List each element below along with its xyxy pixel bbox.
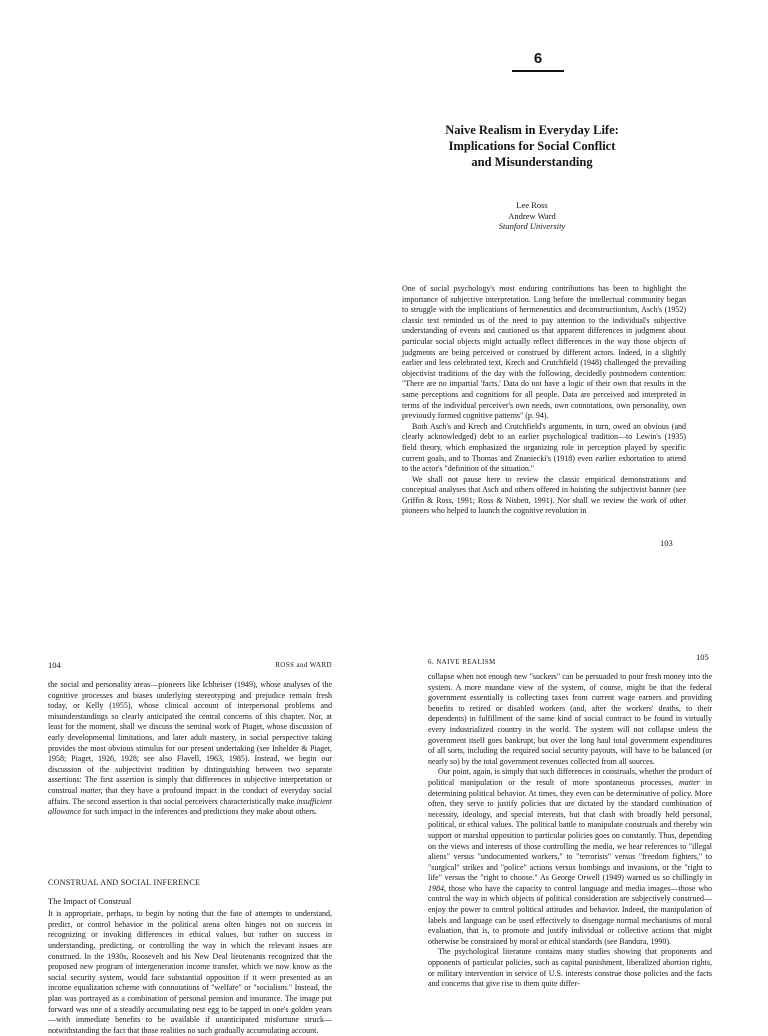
text-run: Our point, again, is simply that such differences in construals, whether the product of political manipulation or the result of more spontaneous processes, — [428, 767, 712, 787]
emphasis: 1984, — [428, 883, 446, 893]
body-text-104 — [48, 680, 332, 818]
author-affiliation: Stanford University — [498, 221, 566, 231]
chapter-title-line: Implications for Social Conflict — [448, 139, 616, 153]
text-run: those who have the capacity to control language and media images—those who control the way in which objects of political consideration are subjectively construed—enjoy the power to control political attitudes and behavior. Indeed, the manipulation of labels and language can be used effectively to disengage normal mechanisms of moral evaluation, that is, to promote and justify individual or collective actions that might otherwise be constrained by moral or ethical standards (see Bandura, 1990). — [428, 883, 712, 946]
paragraph: It is appropriate, perhaps, to begin by noting that the fate of attempts to understand, predict, or control behavior in the political arena often hinges not on success in recognizing or invoking differences in ethical values, but rather on success in understanding, predicting, or controlling the way in which the relevant issues are construed. In the 1930s, Roosevelt and his New Deal lieutenants recognized that the proposed new program of intergeneration income transfer, which we now know as the social security system, would face substantial opposition if it were presented as an income equalization scheme with connotations of "welfare" or "socialism." Instead, the plan was portrayed as a combination of personal pension and insurance. The image put forward was one of a steadily accumulating nest egg to be tapped in one's golden years—with immediate benefits to be available if unanticipated misfortune struck—notwithstanding the fact that those realities no such gradually accumulating account. — [48, 909, 332, 1035]
author-name: Lee Ross — [516, 200, 548, 210]
text-run: that they have a profound impact in the conduct of everyday social affairs. The second assertion is that social perceivers characteristically make — [48, 785, 332, 806]
emphasis: matter, — [80, 785, 103, 795]
page-104 — [0, 640, 384, 1035]
paragraph — [48, 680, 332, 818]
chapter-title-line: and Misunderstanding — [471, 155, 593, 169]
page-number: 105 — [696, 652, 709, 662]
page-number: 104 — [48, 660, 61, 670]
paragraph: One of social psychology's most enduring contributions has been to highlight the importance of subjective interpretation. Long before the intellectual community began to struggle with the implications of hermeneutics and deconstructionism, Asch's (1952) classic text reminded us of the need to pay attention to the individual's subjective understanding of events and cautioned us that apparent differences in judgment about particular social objects might actually reflect differences in the way those objects of judgments are being perceived or construed by different actors. Indeed, in a slightly earlier and less celebrated text, Krech and Crutchfield (1948) challenged the prevailing objectivist traditions of the day with the following, decidedly postmodern contention: "There are no impartial 'facts.' Data do not have a logic of their own that results in the same perceptions and cognitions for all people. Data are perceived and interpreted in terms of the individual perceiver's own needs, own connotations, own personality, own previously formed cognitive patterns" (p. 94). — [402, 284, 686, 421]
running-head: ROSS and WARD — [275, 661, 332, 669]
paragraph: The psychological literature contains many studies showing that proponents and opponents of particular policies, such as capital punishment, liberalized abortion rights, or military intervention in service of U.S. interests construe those policies and the facts and concerns that give rise to them quite differ- — [428, 947, 712, 989]
emphasis: insufficient allowance — [48, 796, 332, 817]
text-run: the social and personality areas—pioneers like Ichheiser (1949), whose analyses of the cognitive processes and biases underlying stereotyping and prejudice remain fresh today, or Kelly (1955), whose clinical account of interpersonal problems and misunderstandings so clearly anticipated the central concerns of this chapter. Nor, at least for the moment, shall we discuss the seminal work of Piaget, whose discussion of early developmental limitations, and later adult mastery, in social perspective taking provides the most obvious stimulus for our present undertaking (see Inhelder & Piaget, 1958; Piaget, 1926, 1928; see also Flavell, 1963, 1985). Instead, we begin our discussion of the subjectivist tradition by distinguishing between two separate assertions: The first assertion is simply that differences in subjective interpretation or construal — [48, 680, 332, 795]
chapter-title — [390, 122, 674, 170]
author-block — [470, 200, 594, 232]
chapter-number: 6 — [533, 50, 543, 67]
emphasis: matter — [678, 777, 700, 787]
paragraph: collapse when not enough new "suckers" can be persuaded to pour fresh money into the system. A more mundane view of the system, of course, might be that the federal government essentially is collecting taxes from current wage earners and providing benefits to retired or disabled workers (and, after the workers' deaths, to their dependents) in fulfillment of the same kind of social contract to be found in virtually every industrialized country in the world. The system will not collapse unless the government itself goes bankrupt, but over the long haul total government expenditures of all sorts, including the required social security payouts, will have to be balanced (or nearly so) by the total government revenues collected from all sources. — [428, 672, 712, 766]
section-construal — [48, 878, 332, 1036]
paragraph: We shall not pause here to review the classic empirical demonstrations and conceptual analyses that Asch and others offered in hoisting the subjectivist banner (see Griffin & Ross, 1991; Ross & Nisbett, 1991). Nor shall we review the work of other pioneers who helped to launch the cognitive revolution in — [402, 474, 686, 516]
text-run: in determining political behavior. At times, they even can be determinative of policy. More often, they serve to justify policies that are dictated by the standard combination of necessity, ideology, and special interests, but that clash with broadly held personal, political, or ethical values. The political battle to manipulate construals and thereby win support or marshal opposition to particular policies goes on constantly. Thus, depending on the views and interests of those controlling the media, we hear references to "illegal aliens" versus "undocumented workers," to "terrorists" versus "freedom fighters," to "surgical" strikes and "police" actions versus bombings and invasions, or the "right to life" versus the "right to choose." As George Orwell (1949) warned us so chillingly in — [428, 777, 712, 883]
subsection-heading: The Impact of Construal — [48, 895, 132, 906]
page-number: 103 — [660, 538, 673, 548]
paragraph: Both Asch's and Krech and Crutchfield's arguments, in turn, owed an obvious (and clearly acknowledged) debt to an earlier psychological tradition—to Lewin's (1935) field theory, which emphasized the organizing role in perception played by specific current goals, and to Thomas and Znaniecki's (1918) even earlier exhortation to attend to the actor's "definition of the situation." — [402, 421, 686, 474]
paragraph — [428, 767, 712, 947]
text-run: for such impact in the inferences and predictions they make about others. — [80, 807, 318, 817]
running-head: 6. NAIVE REALISM — [428, 658, 496, 666]
body-text-105 — [428, 672, 712, 990]
section-heading: CONSTRUAL AND SOCIAL INFERENCE — [48, 878, 201, 887]
chapter-number-rule — [512, 70, 564, 72]
chapter-title-line: Naive Realism in Everyday Life: — [445, 123, 619, 137]
body-text-103 — [402, 284, 686, 517]
author-name: Andrew Ward — [508, 210, 556, 221]
page-105 — [384, 640, 768, 1024]
